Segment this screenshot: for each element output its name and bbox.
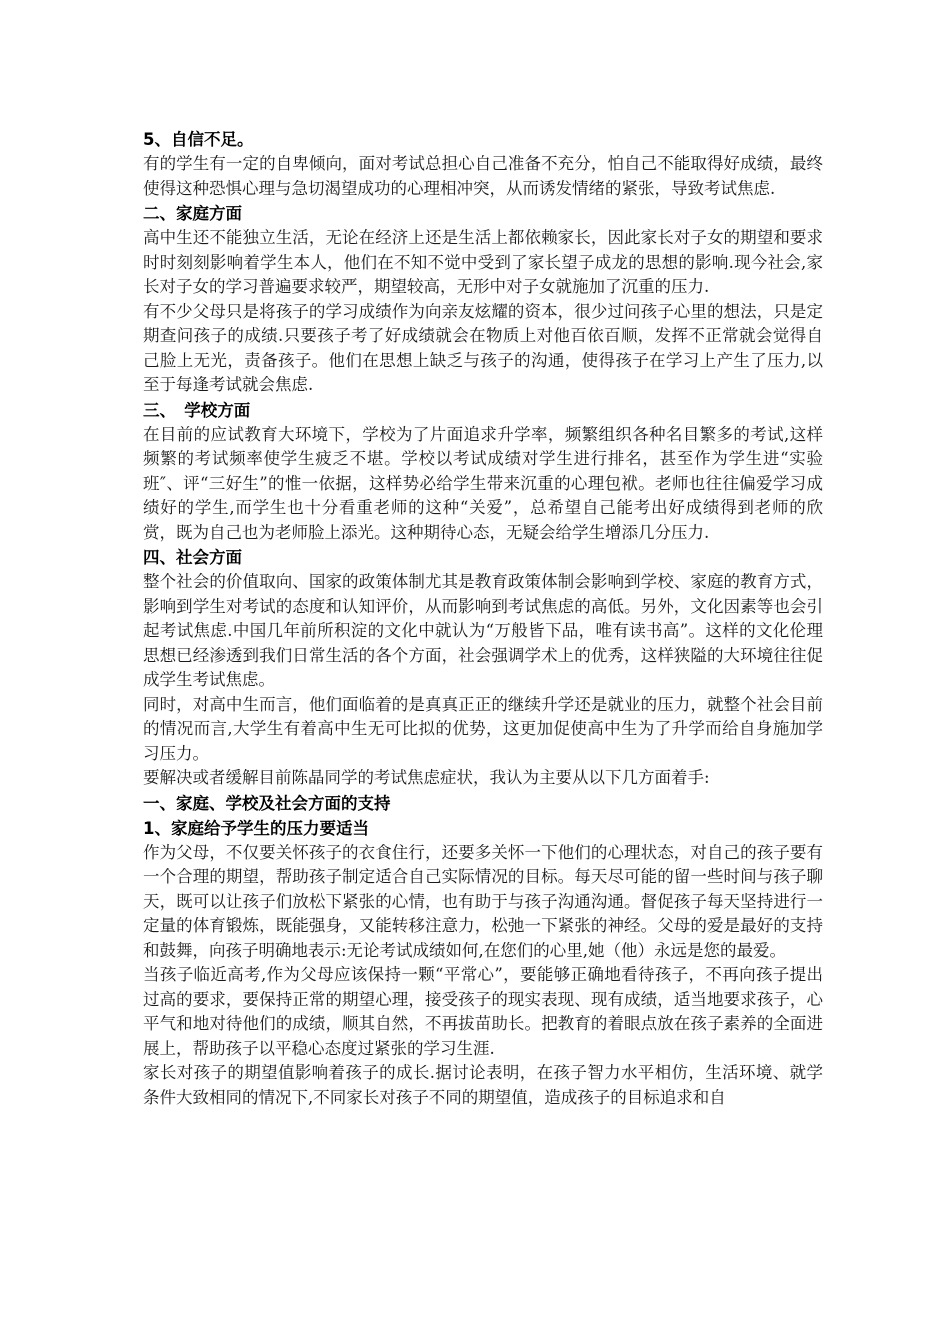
heading-family-aspect: 二、家庭方面 (143, 204, 242, 223)
paragraph: 有不少父母只是将孩子的学习成绩作为向亲友炫耀的资本，很少过问孩子心里的想法，只是定期查问孩子的成绩.只要孩子考了好成绩就会在物质上对他百依百顺，发挥不正常就会觉得自己脸上无光，责备孩子。他们在思想上缺乏与孩子的沟通，使得孩子在学习上产生了压力,以至于每逢考试就会焦虑. (143, 301, 823, 394)
heading-lack-of-confidence: 5、自信不足。 (143, 130, 254, 149)
paragraph: 高中生还不能独立生活，无论在经济上还是生活上都依赖家长，因此家长对子女的期望和要求时时刻刻影响着学生本人，他们在不知不觉中受到了家长望子成龙的思想的影响.现今社会,家长对子女的学习普遍要求较严，期望较高，无形中对子女就施加了沉重的压力. (143, 228, 823, 296)
heading-family-pressure: 1、家庭给予学生的压力要适当 (143, 818, 369, 838)
paragraph: 家长对孩子的期望值影响着孩子的成长.据讨论表明，在孩子智力水平相仿，生活环境、就学条件大致相同的情况下,不同家长对孩子不同的期望值，造成孩子的目标追求和自 (143, 1063, 823, 1107)
paragraph: 有的学生有一定的自卑倾向，面对考试总担心自己准备不充分，怕自己不能取得好成绩，最终使得这种恐惧心理与急切渴望成功的心理相冲突，从而诱发情绪的紧张，导致考试焦虑. (143, 154, 823, 198)
paragraph: 要解决或者缓解目前陈晶同学的考试焦虑症状，我认为主要从以下几方面着手: (143, 768, 710, 787)
document-body (143, 127, 823, 1110)
paragraph: 同时，对高中生而言，他们面临着的是真真正正的继续升学还是就业的压力，就整个社会目前的情况而言,大学生有着高中生无可比拟的优势，这更加促使高中生为了升学而给自身施加学习压力。 (143, 694, 823, 763)
paragraph: 在目前的应试教育大环境下，学校为了片面追求升学率，频繁组织各种名目繁多的考试,这样频繁的考试频率使学生疲乏不堪。学校以考试成绩对学生进行排名，甚至作为学生进“实验班″、评“三好生”的惟一依据，这样势必给学生带来沉重的心理包袱。老师也往往偏爱学习成绩好的学生,而学生也十分看重老师的这种“关爱”，总希望自己能考出好成绩得到老师的欣赏，既为自己也为老师脸上添光。这种期待心态，无疑会给学生增添几分压力. (143, 424, 823, 542)
heading-society-aspect: 四、社会方面 (143, 548, 242, 567)
paragraph: 整个社会的价值取向、国家的政策体制尤其是教育政策体制会影响到学校、家庭的教育方式，影响到学生对考试的态度和认知评价，从而影响到考试焦虑的高低。另外，文化因素等也会引起考试焦虑.中国几年前所积淀的文化中就认为“万般皆下品，唯有读书高”。这样的文化伦理思想已经渗透到我们日常生活的各个方面，社会强调学术上的优秀，这样狭隘的大环境往往促成学生考试焦虑。 (143, 572, 823, 689)
heading-support: 一、家庭、学校及社会方面的支持 (143, 793, 391, 813)
heading-school-aspect: 三、 学校方面 (143, 400, 251, 420)
paragraph: 作为父母，不仅要关怀孩子的衣食住行，还要多关怀一下他们的心理状态，对自己的孩子要有一个合理的期望，帮助孩子制定适合自己实际情况的目标。每天尽可能的留一些时间与孩子聊天，既可以让孩子们放松下紧张的心情，也有助于与孩子沟通沟通。督促孩子每天坚持进行一定量的体育锻炼，既能强身，又能转移注意力，松弛一下紧张的神经。父母的爱是最好的支持和鼓舞，向孩子明确地表示:无论考试成绩如何,在您们的心里,她（他）永远是您的最爱。 (143, 842, 823, 960)
paragraph: 当孩子临近高考,作为父母应该保持一颗“平常心”，要能够正确地看待孩子，不再向孩子提出过高的要求，要保持正常的期望心理，接受孩子的现实表现、现有成绩，适当地要求孩子，心平气和地对待他们的成绩，顺其自然，不再拔苗助长。把教育的着眼点放在孩子素养的全面进展上，帮助孩子以平稳心态度过紧张的学习生涯. (143, 965, 823, 1058)
